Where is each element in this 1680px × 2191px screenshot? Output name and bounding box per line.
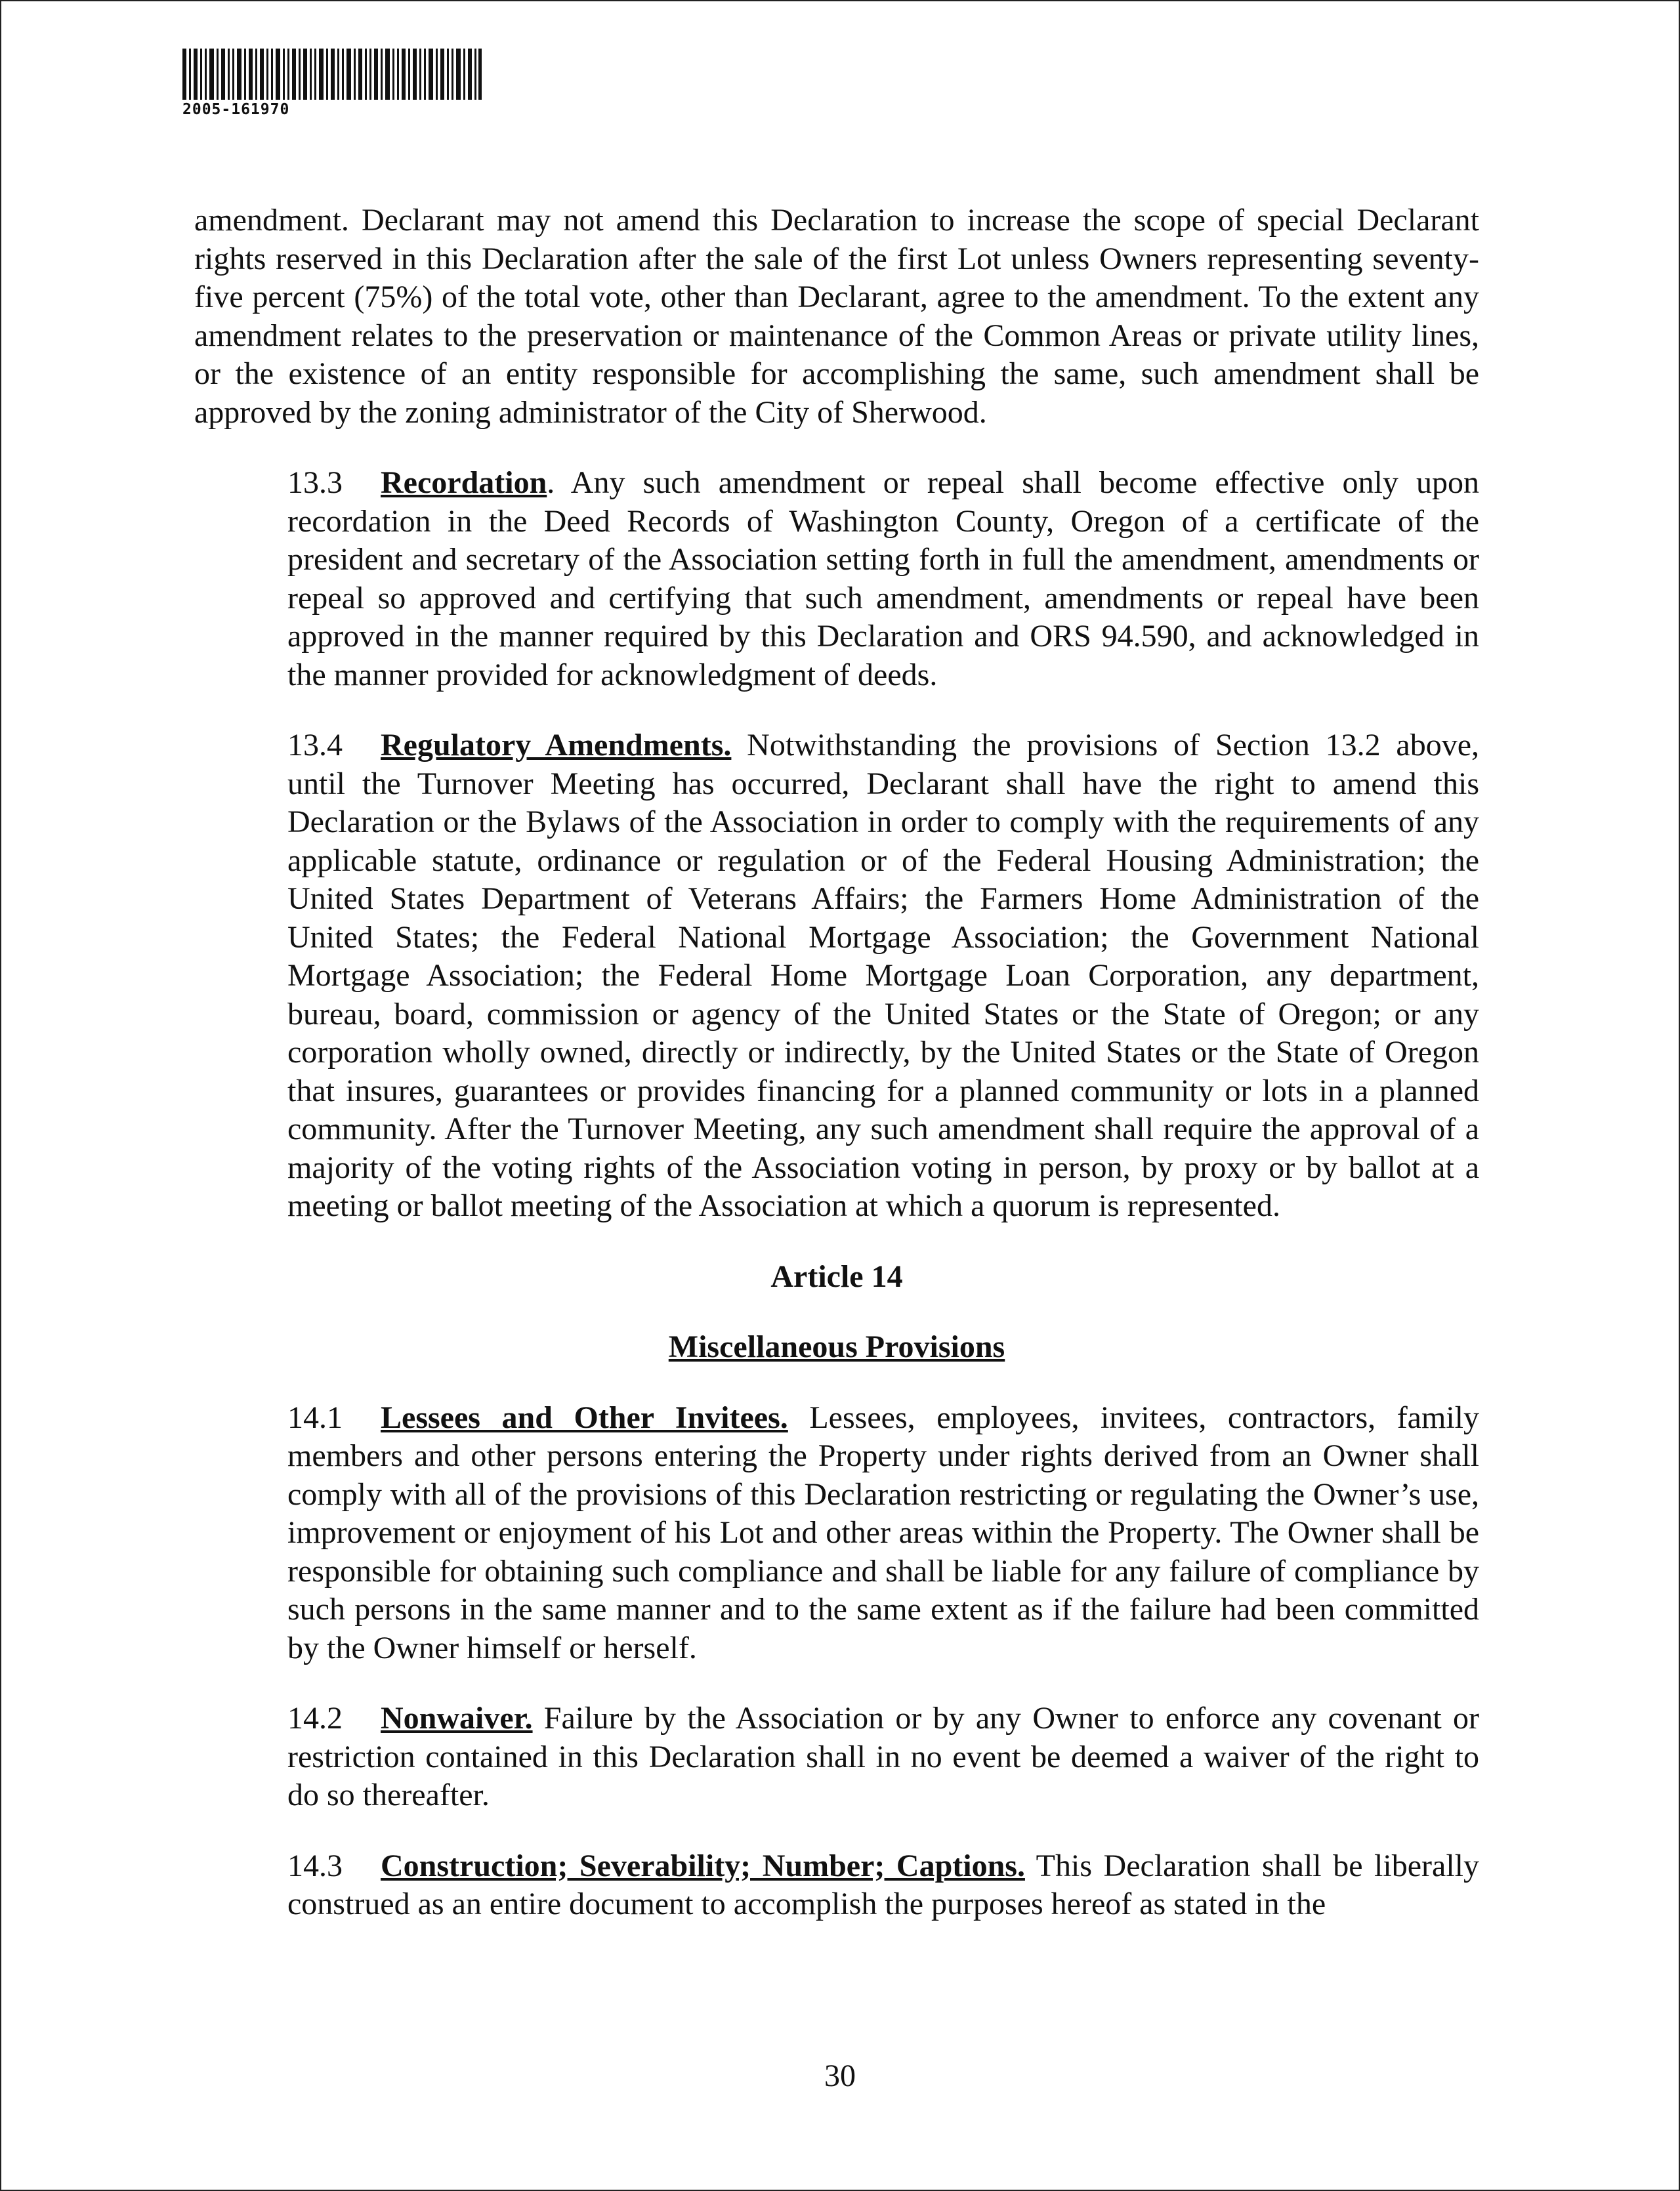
- section-heading: Regulatory Amendments.: [381, 728, 732, 762]
- section-number: 13.4: [287, 728, 343, 762]
- section-number: 14.1: [287, 1400, 343, 1435]
- section-number: 14.2: [287, 1701, 343, 1736]
- section-number: 13.3: [287, 465, 343, 500]
- document-number: 2005-161970: [182, 101, 290, 118]
- section-14-3: [194, 1847, 1479, 1924]
- section-body: Notwithstanding the provisions of Section 13.2 above, until the Turnover Meeting has occurred, Declarant shall have the right to amend this Declaration or the Bylaws of the Association in order to comply with the requirements of any applicable statute, ordinance or regulation or of the Federal Housing Administration; the United States Department of Veterans Affairs; the Farmers Home Administration of the United States; the Federal National Mortgage Association; the Government National Mortgage Association; the Federal Home Mortgage Loan Corporation, any department, bureau, board, commission or agency of the United States or the State of Oregon; or any corporation wholly owned, directly or indirectly, by the United States or the State of Oregon that insures, guarantees or provides financing for a planned community or lots in a planned community. After the Turnover Meeting, any such amendment shall require the approval of a majority of the voting rights of the Association voting in person, by proxy or by ballot at a meeting or ballot meeting of the Association at which a quorum is represented.: [287, 728, 1479, 1223]
- section-number: 14.3: [287, 1848, 343, 1883]
- section-body: Lessees, employees, invitees, contractors, family members and other persons entering the Property under rights derived from an Owner shall comply with all of the provisions of this Declaration restricting or regulating the Owner’s use, improvement or enjoyment of his Lot and other areas within the Property. The Owner shall be responsible for obtaining such compliance and shall be liable for any failure of compliance by such persons in the same manner and to the same extent as if the failure had been committed by the Owner himself or herself.: [287, 1400, 1479, 1665]
- section-14-1: [194, 1399, 1479, 1668]
- page-number: 30: [824, 2058, 856, 2093]
- intro-paragraph: amendment. Declarant may not amend this Declaration to increase the scope of special Declarant rights reserved in this Declaration after the sale of the first Lot unless Owners representing seventy-five percent (75%) of the total vote, other than Declarant, agree to the amendment. To the extent any amendment relates to the preservation or maintenance of the Common Areas or private utility lines, or the existence of an entity responsible for accomplishing the same, such amendment shall be approved by the zoning administrator of the City of Sherwood.: [194, 203, 1479, 430]
- section-13-3: [194, 464, 1479, 694]
- section-13-4: [194, 726, 1479, 1226]
- section-body: . Any such amendment or repeal shall become effective only upon recordation in the Deed Records of Washington County, Oregon of a certificate of the president and secretary of the Association setting forth in full the amendment, amendments or repeal so approved and certifying that such amendment, amendments or repeal have been approved in the manner required by this Declaration and ORS 94.590, and acknowledged in the manner provided for acknowledgment of deeds.: [287, 465, 1479, 692]
- section-heading: Construction; Severability; Number; Captions.: [381, 1848, 1025, 1883]
- body-text: [194, 201, 1479, 1956]
- barcode-block: [182, 49, 482, 118]
- barcode-icon: [182, 49, 482, 100]
- article-subtitle: Miscellaneous Provisions: [668, 1329, 1005, 1364]
- section-heading: Lessees and Other Invitees.: [381, 1400, 788, 1435]
- section-body: This Declaration shall be liberally construed as an entire document to accomplish the purposes hereof as stated in the: [287, 1848, 1479, 1921]
- section-heading: Recordation: [381, 465, 547, 500]
- section-heading: Nonwaiver.: [381, 1701, 533, 1736]
- section-14-2: [194, 1700, 1479, 1815]
- section-body: Failure by the Association or by any Owner to enforce any covenant or restriction contained in this Declaration shall in no event be deemed a waiver of the right to do so thereafter.: [287, 1701, 1479, 1812]
- article-title: Article 14: [770, 1259, 903, 1294]
